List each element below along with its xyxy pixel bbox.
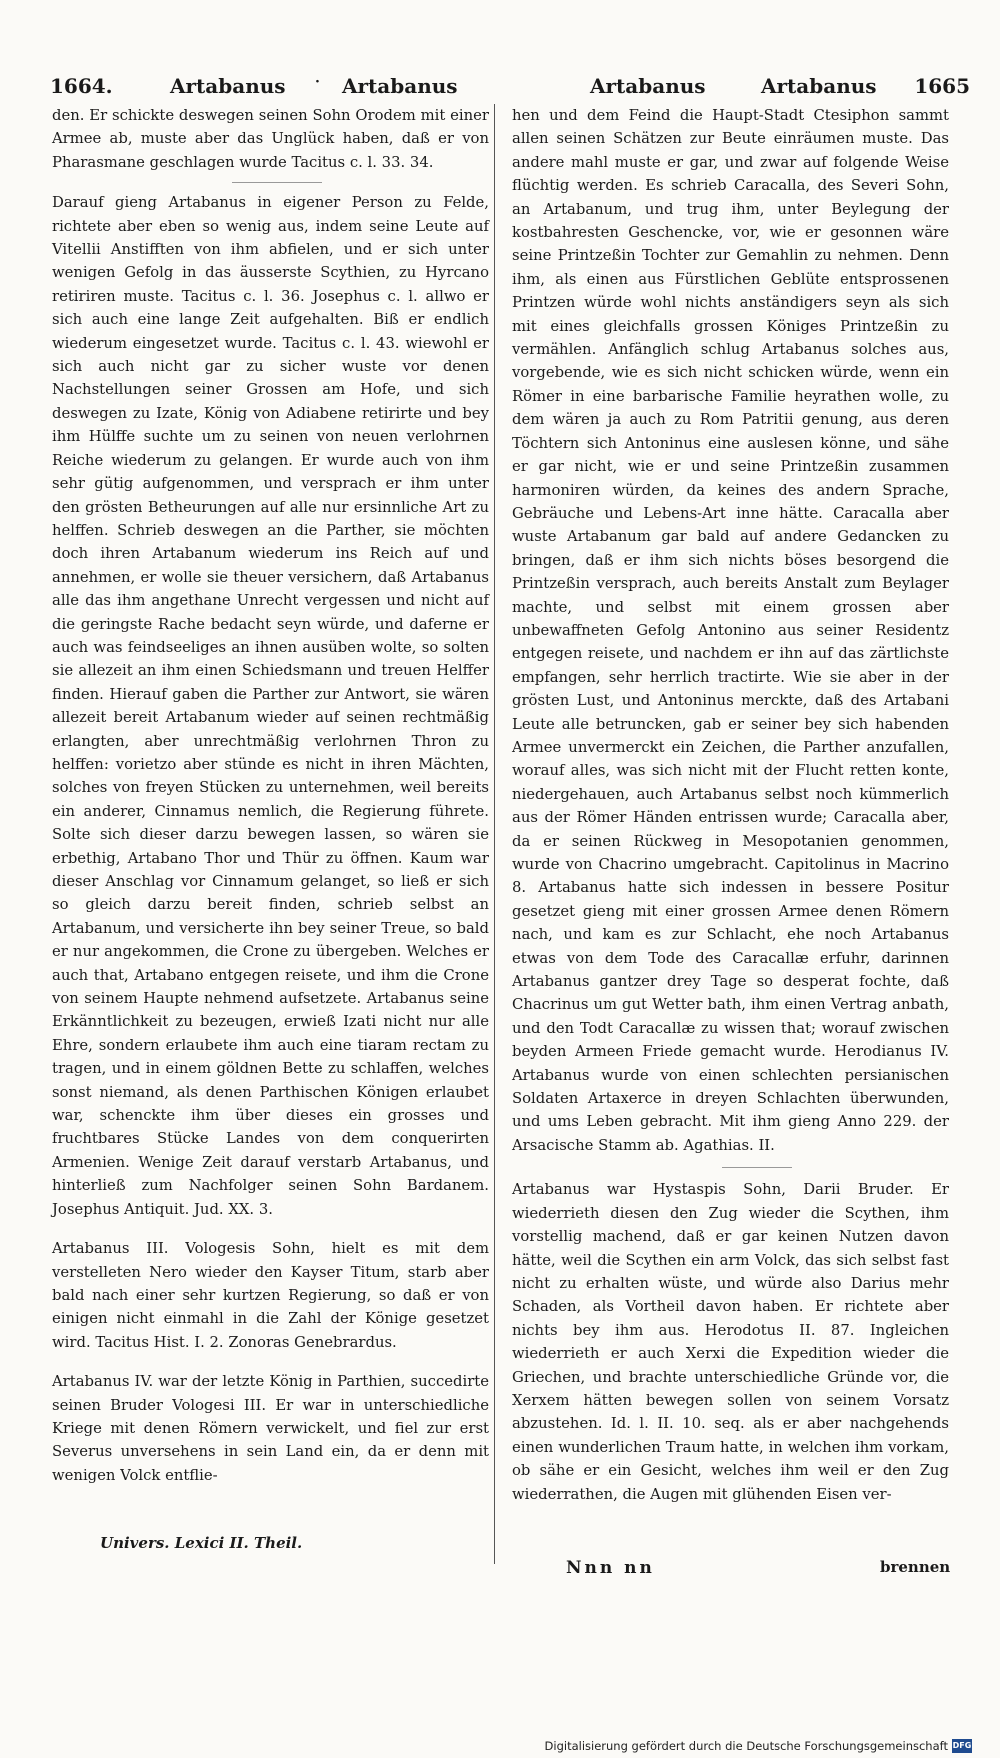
running-head-right-2: Artabanus <box>761 74 877 98</box>
footer-volume: Univers. Lexici II. Theil. <box>100 1534 303 1552</box>
section-divider <box>232 182 322 183</box>
footer-signature: Nnn nn <box>566 1558 655 1578</box>
running-head-left: Artabanus <box>170 74 286 98</box>
section-divider-right <box>722 1167 792 1168</box>
running-head-left-2: Artabanus <box>342 74 458 98</box>
right-paragraph-1: hen und dem Feind die Haupt-Stadt Ctesiphon sammt allen seinen Schätzen zur Beute einräumen muste. Das andere mahl muste er gar, und zwar auf folgende Weise flüchtig werden. Es schrieb Caracalla, des Severi Sohn, an Artabanum, und trug ihm, unter Beylegung der kostbahresten Geschencke, vor, wie er gesonnen wäre seine Printzeßin Tochter zur Gemahlin zu nehmen. Denn ihm, als einen aus Fürstlichen Geblüte entsprossenen Printzen würde wohl nichts anständigers seyn als sich mit eines gleichfalls grossen Königes Printzeßin zu vermählen. Anfänglich schlug Artabanus solches aus, vorgebende, wie es sich nicht schicken würde, wenn ein Römer in eine barbarische Familie heyrathen wolle, zu dem wären ja auch zu Rom Patritii genung, aus deren Töchtern sich Antoninus eine auslesen könne, und sähe er gar nicht, wie er und seine Printzeßin zusammen harmoniren würden, da keines des andern Sprache, Gebräuche und Lebens-Art inne hätte. Caracalla aber wuste Artabanum gar bald auf andere Gedancken zu bringen, daß er ihm sich nichts böses besorgend die Printzeßin versprach, auch bereits Anstalt zum Beylager machte, und selbst mit einem grossen aber unbewaffneten Gefolg Antonino aus seiner Residentz entgegen reisete, und nachdem er ihn auf das zärtlichste empfangen, sehr herrlich tractirte. Wie sie aber in der grösten Lust, und Antoninus merckte, daß des Artabani Leute alle betruncken, gab er seiner bey sich habenden Armee unvermerckt ein Zeichen, die Parther anzufallen, worauf alles, was sich nicht mit der Flucht retten konte, niedergehauen, auch Artabanus selbst noch kümmerlich aus der Römer Händen entrissen wurde; Caracalla aber, da er seinen Rückweg in Mesopotanien genommen, wurde von Chacrino umgebracht. Capitolinus in Macrino 8. Artabanus hatte sich indessen in bessere Positur gesetzet gieng mit einer grossen Armee denen Römern nach, und kam es zur Schlacht, ehe noch Artabanus etwas von dem Tode des Caracallæ erfuhr, darinnen Artabanus gantzer drey Tage so desperat fochte, daß Chacrinus um gut Wetter bath, ihm einen Vertrag anbath, und den Todt Caracallæ zu wissen that; worauf zwischen beyden Armeen Friede gemacht wurde. Herodianus IV. Artabanus wurde von einen schlechten persianischen Soldaten Artaxerce in dreyen Schlachten überwunden, und ums Leben gebracht. Mit ihm gieng Anno 229. der Arsacische Stamm ab. Agathias. II. <box>512 107 949 1154</box>
right-paragraph-2: Artabanus war Hystaspis Sohn, Darii Bruder. Er wiederrieth diesen den Zug wieder die Scythen, ihm vorstellig machend, daß er gar keinen Nutzen davon hätte, weil die Scythen ein arm Volck, das sich selbst fast nicht zu erhalten wüste, und würde also Darius mehr Schaden, als Vortheil davon haben. Er richtete aber nichts bey ihm aus. Herodotus II. 87. Ingleichen wiederrieth er auch Xerxi die Expedition wieder die Griechen, und brachte unterschiedliche Gründe vor, die Xerxem hätten bewegen sollen von seinem Vorsatz abzustehen. Id. l. II. 10. seq. als er aber nachgehends einen wunderlichen Traum hatte, in welchen ihm vorkam, ob sähe er ein Gesicht, welches ihm weil er den Zug wiederrathen, die Augen mit glühenden Eisen ver- <box>512 1181 949 1503</box>
dfg-logo-icon: DFG <box>952 1739 972 1753</box>
header-dot: · <box>315 74 320 90</box>
right-column <box>512 104 949 1506</box>
left-paragraph-1: den. Er schickte deswegen seinen Sohn Orodem mit einer Armee ab, muste aber das Unglück haben, daß er von Pharasmane geschlagen wurde Tacitus c. l. 33. 34. <box>52 107 489 171</box>
footer-catchword: brennen <box>880 1558 951 1576</box>
left-column <box>52 104 489 1487</box>
credit-text: Digitalisierung gefördert durch die Deutsche Forschungsgemeinschaft <box>544 1739 948 1753</box>
left-paragraph-3: Artabanus III. Vologesis Sohn, hielt es mit dem verstelleten Nero wieder den Kayser Titum, starb aber bald nach einer sehr kurtzen Regierung, so daß er von einigen nicht einmahl in die Zahl der Könige gesetzet wird. Tacitus Hist. I. 2. Zonoras Genebrardus. <box>52 1240 489 1351</box>
digitization-credit <box>545 1739 972 1753</box>
left-paragraph-2: Darauf gieng Artabanus in eigener Person zu Felde, richtete aber eben so wenig aus, indem seine Leute auf Vitellii Anstifften von ihm abfielen, und er sich unter wenigen Gefolg in das äusserste Scythien, zu Hyrcano retiriren muste. Tacitus c. l. 36. Josephus c. l. allwo er sich auch eine lange Zeit aufgehalten. Biß er endlich wiederum eingesetzet wurde. Tacitus c. l. 43. wiewohl er sich auch nicht gar zu sicher wuste vor denen Nachstellungen seiner Grossen am Hofe, und sich deswegen zu Izate, König von Adiabene retirirte und bey ihm Hülffe suchte um zu seinen von neuen verlohrnen Reiche wiederum zu gelangen. Er wurde auch von ihm sehr gütig aufgenommen, und versprach er ihm unter den grösten Betheurungen auf alle nur ersinnliche Art zu helffen. Schrieb deswegen an die Parther, sie möchten doch ihren Artabanum wiederum ins Reich auf und annehmen, er wolle sie theuer versichern, daß Artabanus alle das ihm angethane Unrecht vergessen und nicht auf die geringste Rache bedacht seyn würde, und daferne er auch was feindseeliges an ihnen ausüben wolte, so solten sie allezeit an ihm einen Schiedsmann und treuen Helffer finden. Hierauf gaben die Parther zur Antwort, sie wären allezeit bereit Artabanum wieder auf seinen rechtmäßig erlangten, aber unrechtmäßig verlohrnen Thron zu helffen: vorietzo aber stünde es nicht in ihren Mächten, solches von freyen Stücken zu unternehmen, weil bereits ein anderer, Cinnamus nemlich, die Regierung führete. Solte sich dieser darzu bewegen lassen, so wären sie erbethig, Artabano Thor und Thür zu öffnen. Kaum war dieser Anschlag vor Cinnamum gelanget, so ließ er sich so gleich darzu bereit finden, schrieb selbst an Artabanum, und versicherte ihn bey seiner Treue, so bald er nur angekommen, die Crone zu übergeben. Welches er auch that, Artabano entgegen reisete, und ihm die Crone von seinem Haupte nehmend aufsetzete. Artabanus seine Erkänntlichkeit zu bezeugen, erwieß Izati nicht nur alle Ehre, sondern erlaubete ihm auch eine tiaram rectam zu tragen, und in einem göldnen Bette zu schlaffen, welches sonst niemand, als denen Parthischen Königen erlaubet war, schenckte ihm über dieses ein grosses und fruchtbares Stücke Landes von dem conquerirten Armenien. Wenige Zeit darauf verstarb Artabanus, und hinterließ zum Nachfolger seinen Sohn Bardanem. Josephus Antiquit. Jud. XX. 3. <box>52 194 489 1218</box>
page-number-left: 1664. <box>50 74 113 98</box>
left-paragraph-4: Artabanus IV. war der letzte König in Parthien, succedirte seinen Bruder Vologesi III. Er war in unterschiedliche Kriege mit denen Römern verwickelt, und fiel zur erst Severus unversehens in sein Land ein, da er denn mit wenigen Volck entflie- <box>52 1373 489 1484</box>
column-divider <box>494 104 495 1564</box>
page-number-right: 1665 <box>914 74 970 98</box>
page-header <box>50 74 970 102</box>
running-head-right: Artabanus <box>590 74 706 98</box>
